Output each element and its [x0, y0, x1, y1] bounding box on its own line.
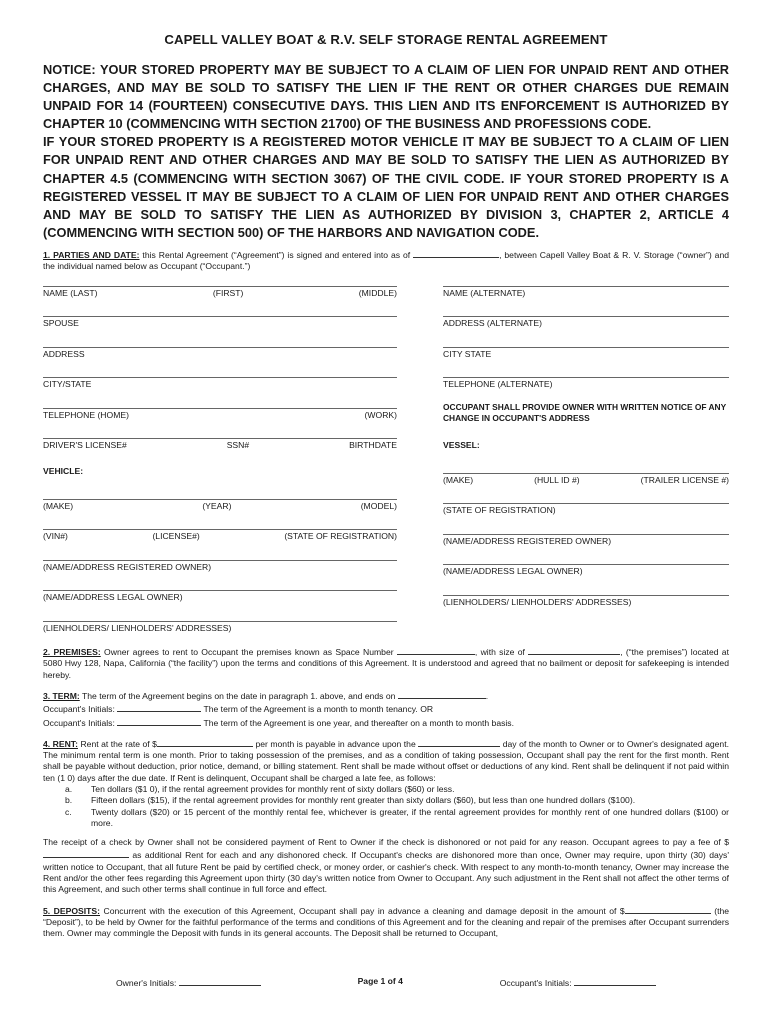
field-label: NAME (ALTERNATE): [443, 287, 526, 298]
field-label: (WORK): [364, 409, 397, 420]
form-field-row[interactable]: [443, 368, 729, 399]
field-labels: [43, 379, 397, 390]
form-field-row[interactable]: [43, 581, 397, 612]
deposit-amount-field[interactable]: [625, 904, 711, 914]
left-column: [43, 277, 397, 643]
section-premises: 2. PREMISES: Owner agrees to rent to Occupant the premises known as Space Number , with size of , (“the premises”) located at 5080 Hwy 128, Napa, California (“the facility”) upon the terms and conditions of this Agreement. It is understood and agreed that no bailment or deposit for safekeeping is intended hereby.: [43, 647, 729, 680]
field-labels: [43, 349, 397, 360]
owner-initials-field[interactable]: [179, 976, 261, 986]
field-label: (LIENHOLDERS/ LIENHOLDERS' ADDRESSES): [443, 596, 632, 607]
term-end-field[interactable]: [398, 689, 486, 699]
field-label: (MIDDLE): [358, 287, 397, 298]
fill-line[interactable]: [43, 377, 397, 378]
fill-line[interactable]: [443, 377, 729, 378]
fill-line[interactable]: [43, 286, 397, 287]
fill-line[interactable]: [443, 503, 729, 504]
field-labels: [443, 566, 729, 577]
fill-line[interactable]: [443, 534, 729, 535]
fill-line[interactable]: [43, 590, 397, 591]
form-field-row[interactable]: [43, 520, 397, 551]
group-label: OCCUPANT SHALL PROVIDE OWNER WITH WRITTEN NOTICE OF ANY CHANGE IN OCCUPANT'S ADDRESS: [443, 401, 727, 424]
field-labels: [443, 597, 729, 608]
notice-paragraph-1: NOTICE: YOUR STORED PROPERTY MAY BE SUBJECT TO A CLAIM OF LIEN FOR UNPAID RENT AND OTHER CHARGES, AND MAY BE SOLD TO SATISFY THE LIEN IF THE RENT OR OTHER CHARGES DUE REMAIN UNPAID FOR 14 (FOURTEEN) CONSECUTIVE DAYS. THIS LIEN AND ITS ENFORCEMENT IS AUTHORIZED BY CHAPTER 10 (COMMENCING WITH SECTION 21700) OF THE BUSINESS AND PROFESSIONS CODE.: [43, 62, 729, 132]
field-labels: [43, 318, 397, 329]
section-deposits: 5. DEPOSITS: Concurrent with the execution of this Agreement, Occupant shall pay in advance a cleaning and damage deposit in the amount of $ (the “Deposit”), to be held by Owner for the faithful performance of the terms and conditions of this Agreement and for the cleaning and repair of the premises after Occupant surrenders them. Owner may commingle the Deposit with funds in its general accounts. The Deposit shall be returned to Occupant,: [43, 905, 730, 939]
field-label: (NAME/ADDRESS LEGAL OWNER): [443, 566, 583, 577]
field-label: ADDRESS: [43, 348, 85, 359]
field-labels: [43, 288, 397, 299]
field-labels: [43, 440, 397, 451]
occupant-info-form: [43, 277, 729, 643]
form-field-row[interactable]: [43, 307, 397, 338]
field-label: SPOUSE: [43, 318, 79, 329]
document-title: CAPELL VALLEY BOAT & R.V. SELF STORAGE RENTAL AGREEMENT: [164, 32, 608, 47]
fill-line[interactable]: [43, 621, 397, 622]
field-labels: [443, 288, 729, 299]
form-field-row[interactable]: [443, 494, 729, 525]
field-label: CITY STATE: [443, 348, 492, 359]
field-labels: [443, 536, 729, 547]
field-labels: [43, 562, 397, 573]
field-labels: [43, 592, 397, 603]
section-rent: 4. RENT: Rent at the rate of $ per month is payable in advance upon the day of the month to Owner or to Owner's designated agent. The minimum rental term is one month. Prior to taking possession of the premises, and as a condition of taking possession, Occupant shall pay the rent for the first month. Rent shall be payable without deduction, prior notice, demand, or billing statement. Rent shall be made without offset or deductions of any kind. Rent shall be delinquent if not paid within ten (1 0) days after the due date. If Rent is delinquent, Occupant shall be charged a late fee, as follows: a. Ten dollars ($1 0), if the rental agreement provides for monthly rent of sixty dollars ($60) or less. b. Fifteen dollars ($15), if the rental agreement provides for monthly rent greater than sixty dollars ($60), but less than one hundred dollars ($100). c. Twenty dollars ($20) or 15 percent of the monthly rental fee, whichever is greater, if the rental agreement provides for monthly rent of one hundred dollars ($100) or more. The receipt of a check by Owner shall not be considered payment of Rent to Owner if the check is dishonored or not paid for any reason. Occupant agrees to pay a fee of $ as additional Rent for each and any dishonored check. If Occupant's checks are dishonored more than once, Owner may require, upon thirty (30) days' written notice to Occupant, that all future Rent be paid by certified check, or money order, or cashier's check. With respect to any month-to-month tenancy, Owner may increase the Rent and/or the other fees regarding this Agreement upon thirty (30 day's written notice from Owner to Occupant. Any such adjustment in the Rent shall not affect the other terms of this Agreement, and such other terms shall continue in full force and effect.: [43, 738, 729, 895]
initials-monthly-field[interactable]: [117, 702, 201, 712]
field-labels: [443, 475, 729, 486]
field-label: (VIN#): [43, 531, 68, 542]
field-label: DRIVER'S LICENSE#: [43, 440, 127, 451]
form-field-row[interactable]: [443, 338, 729, 369]
field-labels: [43, 410, 397, 421]
date-field[interactable]: [413, 248, 499, 258]
fill-line[interactable]: [443, 564, 729, 565]
fill-line[interactable]: [43, 438, 397, 439]
fill-line[interactable]: [43, 316, 397, 317]
form-field-row[interactable]: [43, 490, 397, 521]
fill-line[interactable]: [443, 316, 729, 317]
fill-line[interactable]: [43, 529, 397, 530]
check-fee-field[interactable]: [43, 848, 129, 858]
field-label: ADDRESS (ALTERNATE): [443, 318, 542, 329]
fill-line[interactable]: [43, 499, 397, 500]
form-field-row[interactable]: [43, 399, 397, 430]
field-label: (MAKE): [443, 474, 474, 485]
field-label: NAME (LAST): [43, 287, 98, 298]
field-label: BIRTHDATE: [349, 440, 397, 451]
fill-line[interactable]: [43, 347, 397, 348]
late-fee-list: [43, 784, 729, 829]
form-field-row[interactable]: [443, 464, 729, 495]
group-label: VESSEL:: [443, 439, 480, 450]
occupant-initials-field[interactable]: [574, 976, 656, 986]
field-label: TELEPHONE (HOME): [43, 409, 129, 420]
initials-yearly-field[interactable]: [117, 716, 201, 726]
field-label: (STATE OF REGISTRATION): [443, 505, 556, 516]
field-label: (MODEL): [360, 500, 397, 511]
form-field-row[interactable]: [443, 307, 729, 338]
field-label: CITY/STATE: [43, 379, 92, 390]
form-field-row[interactable]: [43, 551, 397, 582]
field-label: (NAME/ADDRESS REGISTERED OWNER): [43, 561, 212, 572]
list-item: a. Ten dollars ($1 0), if the rental agreement provides for monthly rent of sixty dollars ($60) or less.: [65, 784, 455, 794]
field-labels: [443, 379, 729, 390]
field-labels: [43, 501, 397, 512]
field-label: (NAME/ADDRESS LEGAL OWNER): [43, 592, 183, 603]
fill-line[interactable]: [443, 473, 729, 474]
field-label: (NAME/ADDRESS REGISTERED OWNER): [443, 535, 612, 546]
fill-line[interactable]: [43, 560, 397, 561]
field-labels: [43, 623, 397, 634]
lien-notice: [43, 61, 729, 242]
fill-line[interactable]: [443, 347, 729, 348]
field-labels: [443, 349, 729, 360]
section-heading: 1. PARTIES AND DATE:: [43, 249, 140, 260]
group-label: VEHICLE:: [43, 465, 84, 476]
form-field-row[interactable]: [443, 277, 729, 308]
notice-paragraph-2: IF YOUR STORED PROPERTY IS A REGISTERED MOTOR VEHICLE IT MAY BE SUBJECT TO A CLAIM OF LIEN FOR UNPAID RENT AND OTHER CHARGES AND MAY BE SOLD TO SATISFY THE LIEN AS AUTHORIZED BY CHAPTER 4.5 (COMMENCING WITH SECTION 3067) OF THE CIVIL CODE. IF YOUR STORED PROPERTY IS A REGISTERED VESSEL IT MAY BE SUBJECT TO A CLAIM OF LIEN FOR UNPAID RENT AND OTHER CHARGES AND MAY BE SOLD TO SATISFY THE LIEN AS AUTHORIZED BY DIVISION 3, CHAPTER 2, ARTICLE 4 (COMMENCING WITH SECTION 500) OF THE HARBORS AND NAVIGATION CODE.: [43, 134, 729, 240]
field-label: (STATE OF REGISTRATION): [284, 531, 397, 542]
fill-line[interactable]: [43, 408, 397, 409]
field-label: (LICENSE#): [152, 531, 200, 542]
form-field-row[interactable]: [43, 429, 397, 460]
space-size-field[interactable]: [528, 645, 620, 655]
fill-line[interactable]: [443, 595, 729, 596]
right-column: [443, 277, 729, 643]
form-field-row[interactable]: [43, 338, 397, 369]
field-labels: [43, 531, 397, 542]
list-item: c. Twenty dollars ($20) or 15 percent of the monthly rental fee, whichever is greater, if the rental agreement provides for monthly rent of one hundred dollars ($100) or more.: [65, 806, 729, 828]
form-field-row[interactable]: [443, 525, 729, 556]
rent-day-field[interactable]: [418, 737, 500, 747]
field-label: (FIRST): [212, 287, 244, 298]
section-parties: 1. PARTIES AND DATE: this Rental Agreement (“Agreement”) is signed and entered into as of , between Capell Valley Boat & R. V. Storage (“owner”) and the individual named below as Occupant (“Occupant.”): [43, 249, 730, 272]
form-field-row[interactable]: [43, 612, 397, 643]
field-label: (MAKE): [43, 500, 74, 511]
field-label: (HULL ID #): [534, 474, 580, 485]
agreement-page: [43, 28, 729, 940]
form-field-row[interactable]: [43, 277, 397, 308]
form-field-row[interactable]: [43, 368, 397, 399]
form-field-row[interactable]: [443, 555, 729, 586]
field-label: (TRAILER LICENSE #): [640, 474, 729, 485]
field-label: (YEAR): [202, 500, 232, 511]
list-item: b. Fifteen dollars ($15), if the rental agreement provides for monthly rent greater than sixty dollars ($60), but less than one hundred dollars ($100).: [65, 795, 636, 806]
field-labels: [443, 505, 729, 516]
field-labels: [443, 318, 729, 329]
space-number-field[interactable]: [397, 645, 475, 655]
field-label: SSN#: [226, 440, 250, 451]
form-field-row[interactable]: [443, 586, 729, 617]
field-label: (LIENHOLDERS/ LIENHOLDERS' ADDRESSES): [43, 622, 232, 633]
rent-amount-field[interactable]: [157, 737, 253, 747]
fill-line[interactable]: [443, 286, 729, 287]
section-term: 3. TERM: The term of the Agreement begins on the date in paragraph 1. above, and ends on . Occupant's Initials: The term of the Agreement is a month to month tenancy. OR Occupant's Initials: The term of the Agreement is one year, and thereafter on a month to month basis.: [43, 690, 514, 728]
page-footer: Owner's Initials: Page 1 of 4 Occupant's Initials:: [116, 976, 656, 988]
page-number: Page 1 of 4: [357, 976, 403, 986]
field-label: TELEPHONE (ALTERNATE): [443, 379, 553, 390]
